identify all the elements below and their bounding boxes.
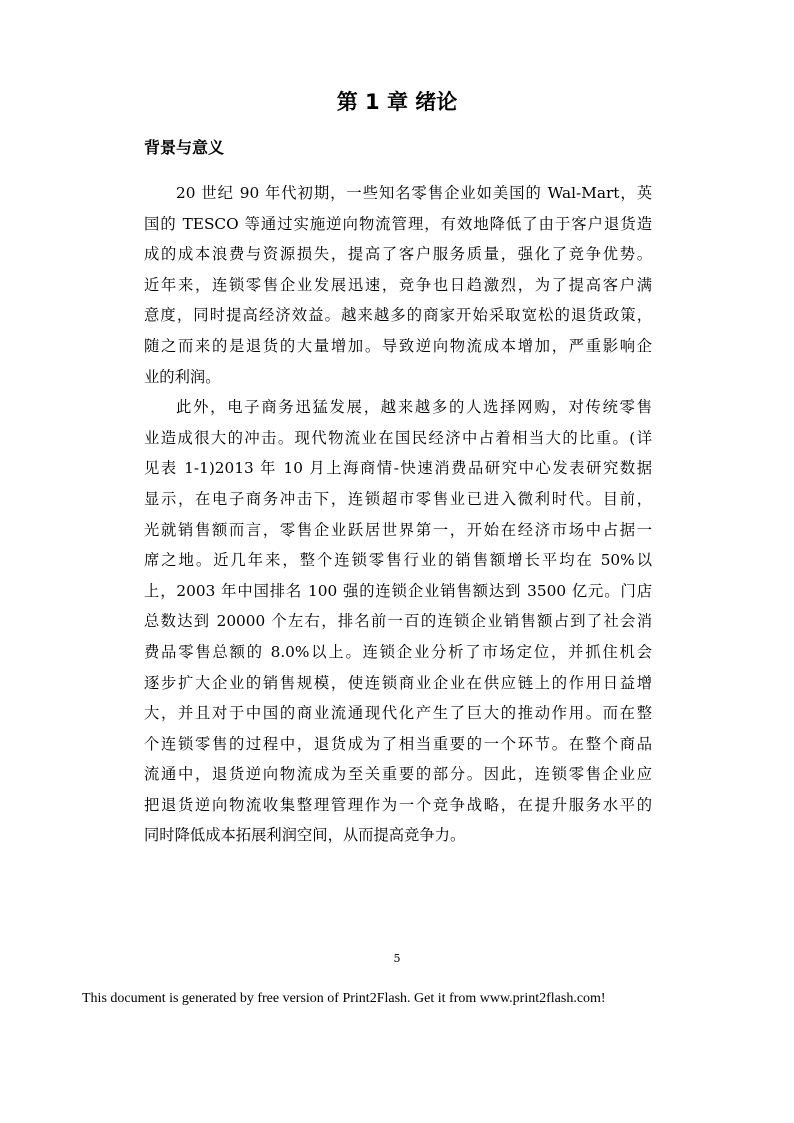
page-number: 5 [393, 952, 401, 965]
text-line: 业的利润。 [144, 367, 221, 386]
text-line: 见表 1-1)2013 年 10 月上海商情-快速消费品研究中心发表研究数据 [144, 459, 652, 478]
section-heading: 背景与意义 [144, 138, 225, 157]
text-line: 国的 TESCO 等通过实施逆向物流管理，有效地降低了由于客户退货造 [144, 214, 652, 233]
text-line: 个连锁零售的过程中，退货成为了相当重要的一个环节。在整个商品 [144, 734, 652, 753]
text-line: 业造成很大的冲击。现代物流业在国民经济中占着相当大的比重。(详 [144, 428, 652, 447]
text-line: 费品零售总额的 8.0%以上。连锁企业分析了市场定位，并抓住机会 [144, 642, 652, 661]
text-line: 近年来，连锁零售企业发展迅速，竞争也日趋激烈，为了提高客户满 [144, 275, 652, 294]
text-line: 20 世纪 90 年代初期，一些知名零售企业如美国的 Wal-Mart，英 [176, 184, 652, 202]
chapter-title: 第 1 章 绪论 [336, 90, 458, 114]
text-line: 光就销售额而言，零售企业跃居世界第一，开始在经济市场中占据一 [144, 520, 652, 539]
text-line: 流通中，退货逆向物流成为至关重要的部分。因此，连锁零售企业应 [144, 765, 652, 784]
paragraph-2 [144, 392, 652, 851]
text-line: 逐步扩大企业的销售规模，使连锁商业企业在供应链上的作用日益增 [144, 673, 652, 692]
text-line: 总数达到 20000 个左右，排名前一百的连锁企业销售额占到了社会消 [144, 612, 652, 631]
text-line: 大，并且对于中国的商业流通现代化产生了巨大的推动作用。而在整 [144, 704, 652, 723]
body-text [144, 178, 652, 851]
text-line: 显示，在电子商务冲击下，连锁超市零售业已进入微利时代。目前， [144, 489, 652, 508]
text-line: 把退货逆向物流收集整理管理作为一个竞争战略，在提升服务水平的 [144, 795, 652, 814]
footer-notice: This document is generated by free version of Print2Flash. Get it from www.print2flash.com! [82, 991, 606, 1006]
text-line: 上，2003 年中国排名 100 强的连锁企业销售额达到 3500 亿元。门店 [144, 581, 652, 600]
text-line: 同时降低成本拓展利润空间，从而提高竞争力。 [144, 826, 466, 845]
text-line: 随之而来的是退货的大量增加。导致逆向物流成本增加，严重影响企 [144, 336, 652, 355]
text-line: 成的成本浪费与资源损失，提高了客户服务质量，强化了竞争优势。 [144, 245, 652, 264]
paragraph-1 [144, 178, 652, 392]
text-line: 此外，电子商务迅猛发展，越来越多的人选择网购，对传统零售 [176, 398, 652, 417]
text-line: 席之地。近几年来，整个连锁零售行业的销售额增长平均在 50%以 [144, 551, 652, 570]
text-line: 意度，同时提高经济效益。越来越多的商家开始采取宽松的退货政策， [144, 306, 652, 325]
